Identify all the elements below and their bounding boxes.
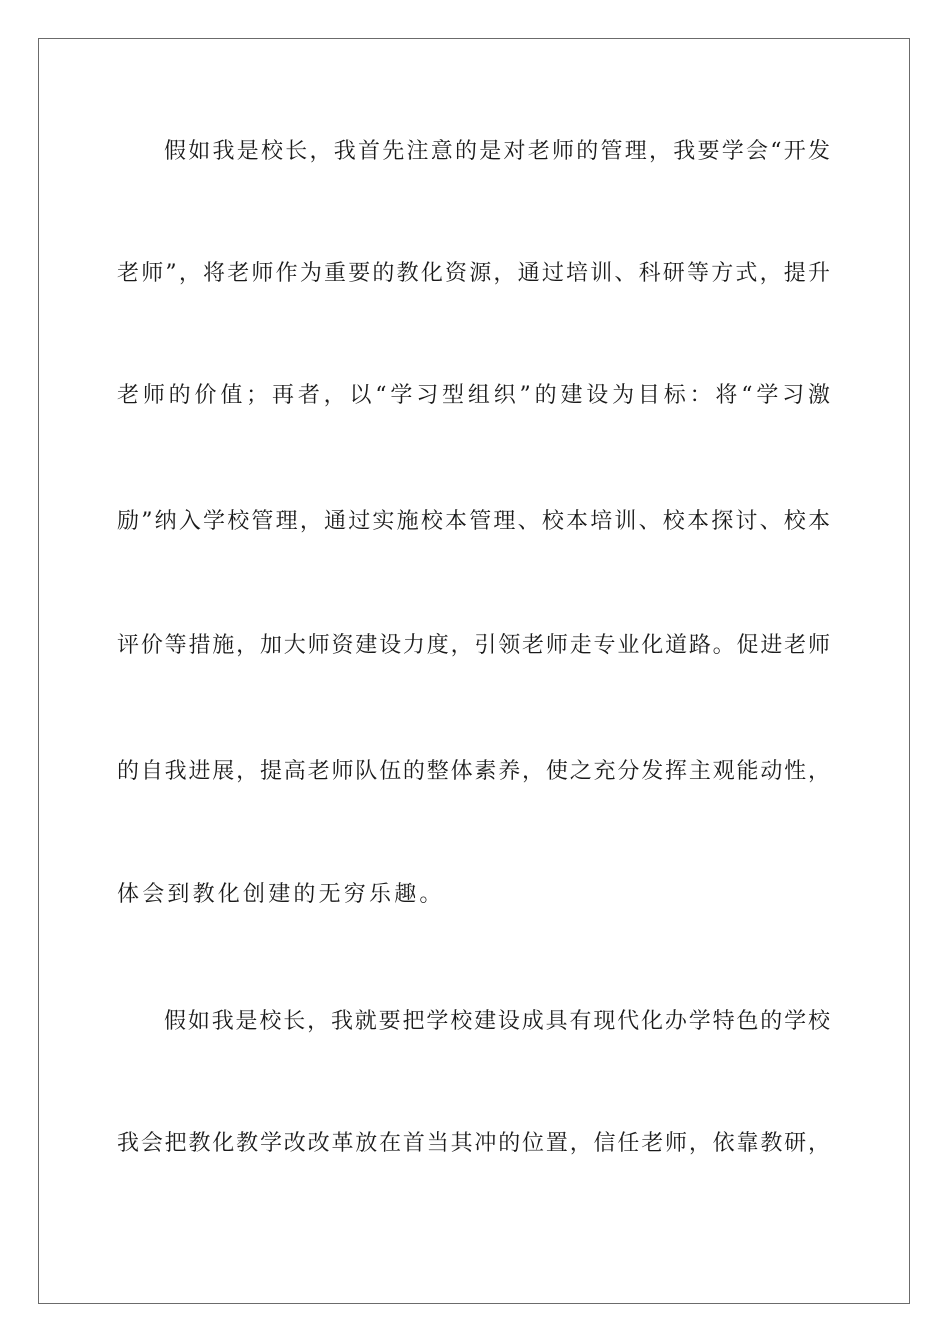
text-line: 的自我进展，提高老师队伍的整体素养，使之充分发挥主观能动性， <box>117 759 830 784</box>
text-line: 老师”，将老师作为重要的教化资源，通过培训、科研等方式，提升 <box>117 261 830 286</box>
text-line: 励”纳入学校管理，通过实施校本管理、校本培训、校本探讨、校本 <box>117 509 830 534</box>
text-line: 假如我是校长，我就要把学校建设成具有现代化办学特色的学校 <box>164 1009 830 1034</box>
text-line: 老师的价值；再者，以“学习型组织”的建设为目标：将“学习激 <box>117 383 830 408</box>
text-line: 我会把教化教学改改革放在首当其冲的位置，信任老师，依靠教研， <box>117 1131 830 1156</box>
page-border <box>38 38 910 1304</box>
text-line: 评价等措施，加大师资建设力度，引领老师走专业化道路。促进老师 <box>117 633 830 658</box>
text-line: 体会到教化创建的无穷乐趣。 <box>117 882 445 907</box>
text-line: 假如我是校长，我首先注意的是对老师的管理，我要学会“开发 <box>164 139 830 164</box>
